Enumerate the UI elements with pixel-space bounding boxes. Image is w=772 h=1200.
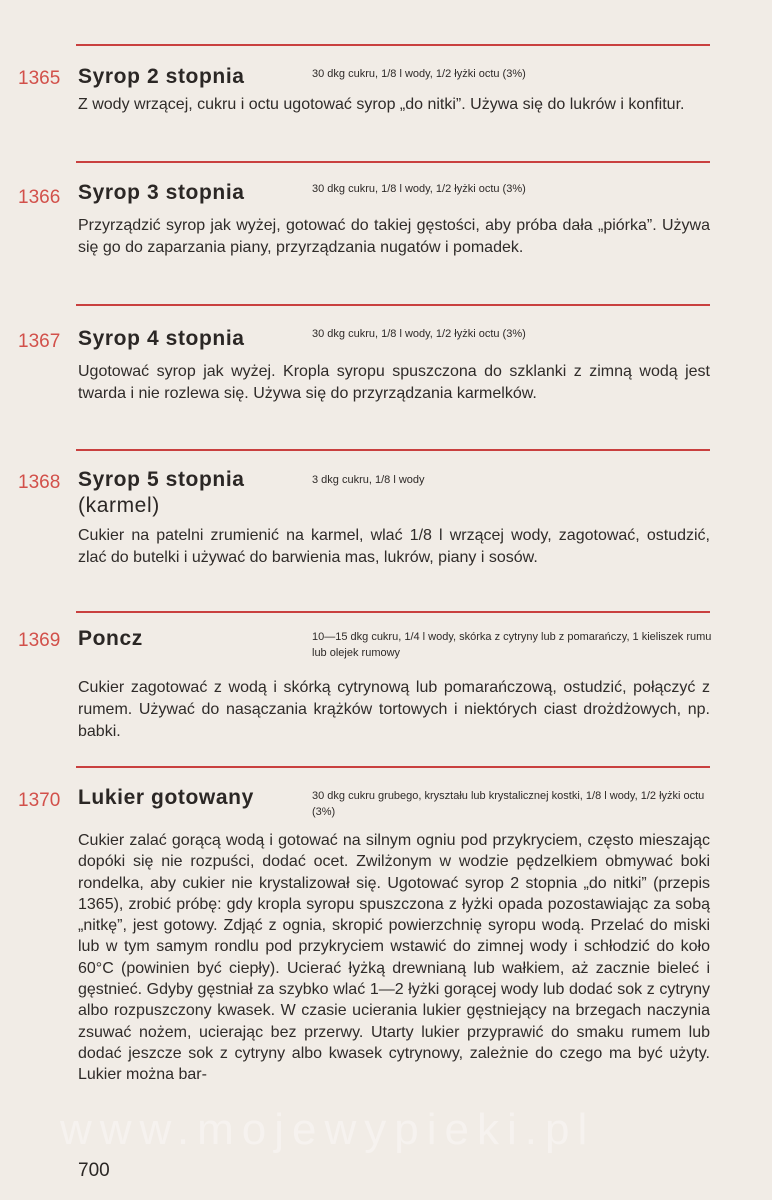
recipe-title-text: Poncz: [78, 627, 143, 650]
section-divider: [76, 449, 710, 451]
recipe-title: [78, 626, 143, 652]
recipe-title-text: Lukier gotowany: [78, 786, 254, 809]
recipe-title: [78, 467, 245, 519]
recipe-title: [78, 180, 245, 206]
recipe-instructions: Ugotować syrop jak wyżej. Kropla syropu spuszczona do szklanki z zimną wodą jest twarda i nie rozlewa się. Używa się do przyrządzania karmelków.: [78, 363, 710, 402]
section-divider: [76, 304, 710, 306]
recipe-instructions: Przyrządzić syrop jak wyżej, gotować do takiej gęstości, aby próba dała „piórka”. Używa się go do zaparzania piany, przyrządzania nugatów i pomadek.: [78, 217, 710, 256]
recipe-ingredients: 30 dkg cukru, 1/8 l wody, 1/2 łyżki octu (3%): [312, 328, 526, 340]
recipe-number: 1368: [18, 472, 61, 493]
recipe-title-text: Syrop 4 stopnia: [78, 327, 245, 350]
recipe-number: 1365: [18, 68, 61, 89]
recipe-ingredients: 30 dkg cukru, 1/8 l wody, 1/2 łyżki octu (3%): [312, 68, 526, 80]
recipe-title: [78, 326, 245, 352]
recipe-number: 1370: [18, 790, 61, 811]
recipe-number: 1367: [18, 331, 61, 352]
recipe-title: [78, 785, 254, 811]
recipe-title-text: Syrop 3 stopnia: [78, 181, 245, 204]
watermark: www.mojewypieki.pl: [60, 1105, 596, 1154]
recipe-instructions: Z wody wrzącej, cukru i octu ugotować syrop „do nitki”. Używa się do lukrów i konfitur.: [78, 96, 685, 113]
recipe-ingredients: 10—15 dkg cukru, 1/4 l wody, skórka z cytryny lub z pomarańczy, 1 kieliszek rumu lub olejek rumowy: [312, 631, 712, 659]
recipe-title-text: Syrop 5 stopnia: [78, 468, 245, 491]
section-divider: [76, 766, 710, 768]
section-divider: [76, 44, 710, 46]
recipe-instructions: Cukier na patelni zrumienić na karmel, wlać 1/8 l wrzącej wody, zagotować, ostudzić, zlać do butelki i używać do barwienia mas, lukrów, piany i sosów.: [78, 527, 710, 566]
recipe-title-text: Syrop 2 stopnia: [78, 65, 245, 88]
recipe-number: 1366: [18, 187, 61, 208]
section-divider: [76, 611, 710, 613]
recipe-title: [78, 64, 245, 90]
recipe-subtitle: (karmel): [78, 494, 160, 517]
recipe-ingredients: 30 dkg cukru, 1/8 l wody, 1/2 łyżki octu (3%): [312, 183, 526, 195]
recipe-number: 1369: [18, 630, 61, 651]
recipe-ingredients: 3 dkg cukru, 1/8 l wody: [312, 474, 425, 486]
recipe-ingredients: 30 dkg cukru grubego, kryształu lub krystalicznej kostki, 1/8 l wody, 1/2 łyżki octu (3%): [312, 790, 705, 818]
section-divider: [76, 161, 710, 163]
page-number: 700: [78, 1160, 110, 1181]
recipe-instructions: Cukier zalać gorącą wodą i gotować na silnym ogniu pod przykryciem, często mieszając dopóki się nie rozpuści, dodać ocet. Zwilżonym w wodzie pędzelkiem obmywać boki rondelka, aby cukier nie krystalizował się. Ugotować syrop 2 stopnia „do nitki” (przepis 1365), zrobić próbę: gdy kropla syropu spuszczona z łyżki opada pozostawiając za sobą „nitkę”, jest gotowy. Zdjąć z ognia, skropić powierzchnię syropu wodą. Przelać do miski lub w tym samym rondlu pod przykryciem wstawić do zimnej wody i schłodzić do koło 60°C (powinien być ciepły). Ucierać łyżką drewnianą lub wałkiem, aż zacznie bieleć i gęstnieć. Gdyby gęstniał za szybko wlać 1—2 łyżki gorącej wody lub dodać sok z cytryny albo rozpuszczony kwasek. W czasie ucierania lukier gęstniejący na brzegach naczynia zsuwać nożem, ucierając bez przerwy. Utarty lukier przyprawić do smaku rumem lub dodać jeszcze sok z cytryny albo kwasek cytrynowy, zależnie do czego ma być użyty. Lukier można bar-: [78, 832, 710, 1084]
recipe-instructions: Cukier zagotować z wodą i skórką cytrynową lub pomarańczową, ostudzić, połączyć z rumem. Używać do nasączania krążków tortowych i niektórych ciast drożdżowych, np. babki.: [78, 679, 710, 740]
